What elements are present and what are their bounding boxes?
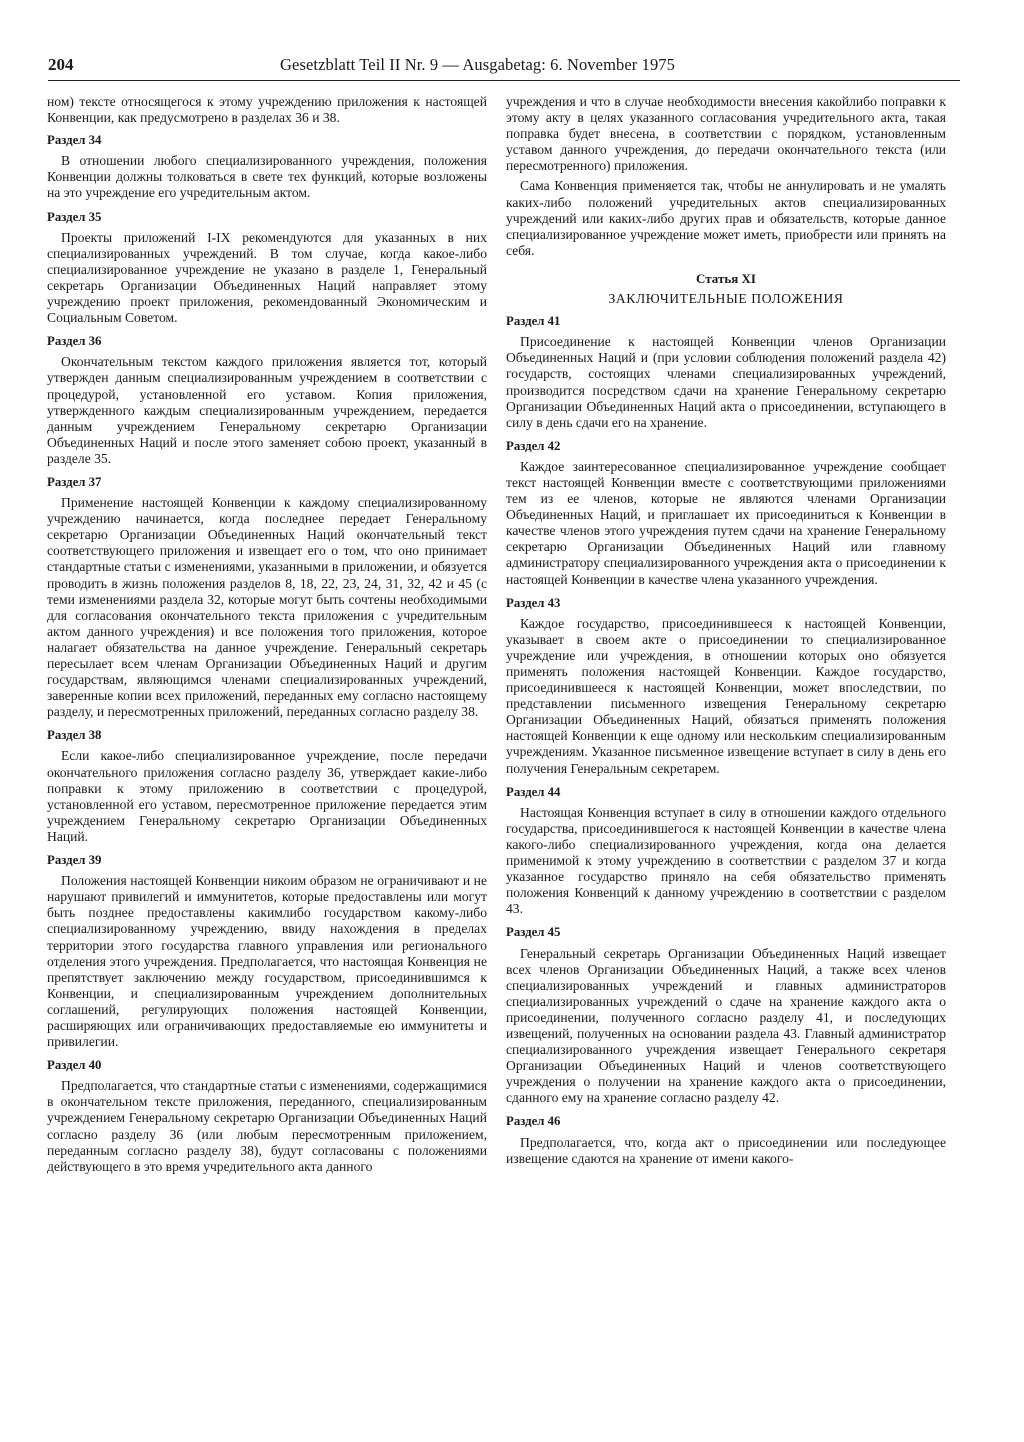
paragraph: В отношении любого специализированного учреждения, положения Конвенции должны толковаться в свете тех функций, которые возложены на это учреждение его учредительным актом. xyxy=(47,153,487,201)
section-heading: Раздел 41 xyxy=(506,314,561,329)
paragraph: Сама Конвенция применяется так, чтобы не аннулировать и не умалять каких-либо положений учредительных актов специализированных учреждений или каких-либо других прав и обязательств, которые данное специализированное учреждение может иметь, приобрести или принять на себя. xyxy=(506,178,946,258)
section-heading: Раздел 46 xyxy=(506,1114,561,1129)
paragraph: Генеральный секретарь Организации Объединенных Наций извещает всех членов Организации Объединенных Наций, а также всех членов специализированных учреждений и главных администраторов специализированных учреждений о сдаче на хранение каждого акта о присоединении, полученного согласно разделу 41, и последующих извещений, полученных на основании раздела 43. Главный администратор специализированного учреждения извещает Генерального секретаря Организации Объединенных Наций и членов соответствующего учреждения о получении на хранение каждого акта о присоединении, сданного ему на хранение согласно разделу 42. xyxy=(506,945,946,1106)
section-heading: Раздел 38 xyxy=(47,728,102,743)
paragraph: Настоящая Конвенция вступает в силу в отношении каждого отдельного государства, присоединившегося к настоящей Конвенции в качестве члена какого-либо специализированного учреждения, когда она делается применимой к этому учреждению в соответствии с разделом 37 и когда указанное государство приняло на себя обязательство применять положения Конвенций к данному учреждению в соответствии с разделом 43. xyxy=(506,804,946,917)
page-header xyxy=(48,52,960,81)
section-heading: Раздел 34 xyxy=(47,133,102,148)
article-label: Статья XI xyxy=(696,270,756,286)
section-heading: Раздел 43 xyxy=(506,595,561,610)
running-head: Gesetzblatt Teil II Nr. 9 — Ausgabetag: 6. November 1975 xyxy=(280,55,676,74)
section-heading: Раздел 40 xyxy=(47,1058,102,1073)
section-heading: Раздел 42 xyxy=(506,438,561,453)
section-heading: Раздел 45 xyxy=(506,925,561,940)
section-heading: Раздел 44 xyxy=(506,784,561,799)
section-heading: Раздел 37 xyxy=(47,474,102,489)
paragraph: Присоединение к настоящей Конвенции членов Организации Объединенных Наций и (при условии соблюдения положений раздела 42) государств, состоящих членами специализированных учреждений, производится посредством сдачи на хранение Генеральному секретарю Организации Объединенных Наций акта о присоединении, вступающего в силу в день сдачи его на хранение. xyxy=(506,334,946,430)
paragraph: Каждое заинтересованное специализированное учреждение сообщает текст настоящей Конвенции вместе с соответствующими приложениями тем из ее членов, которые не являются членами Организации Объединенных Наций, и приглашает их присоединиться к Конвенции в качестве членов этого учреждения путем сдачи на хранение Генеральному секретарю Организации Объединенных Наций или главному администратору специализированного учреждения акта о присоединении к настоящей Конвенции в качестве члена указанного учреждения. xyxy=(506,458,946,587)
paragraph: Предполагается, что, когда акт о присоединении или последующее извещение сдаются на хранение от имени какого- xyxy=(506,1134,946,1166)
left-column xyxy=(47,94,487,1179)
paragraph: Если какое-либо специализированное учреждение, после передачи окончательного приложения согласно разделу 36, утверждает какие-либо поправки к этому приложению в соответствии с процедурой, установленной его уставом, пересмотренное приложение передается этим учреждением Генеральному секретарю Организации Объединенных Наций. xyxy=(47,748,487,844)
paragraph: Окончательным текстом каждого приложения является тот, который утвержден данным специализированным учреждением в соответствии с процедурой, установленной его уставом. Копия приложения, утвержденного каждым специализированным учреждением, передается данным учреждением Генеральному секретарю Организации Объединенных Наций и после этого заменяет собою проект, указанный в разделе 35. xyxy=(47,354,487,466)
paragraph: Предполагается, что стандартные статьи с изменениями, содержащимися в окончательном тексте приложения, переданного, специализированным учреждением Генеральному секретарю Организации Объединенных Наций согласно разделу 36 (или любым пересмотренным приложением, переданным согласно разделу 38), будут согласованы с положениями действующего в это время учредительного акта данного xyxy=(47,1078,487,1174)
paragraph: Положения настоящей Конвенции никоим образом не ограничивают и не нарушают привилегий и иммунитетов, которые предоставлены или могут быть позднее предоставлены какимлибо государством какому-либо специализированному учреждению, ввиду нахождения в пределах территории этого государства главного управления или регионального отделения этого учреждения. Предполагается, что настоящая Конвенция не препятствует заключению между государством, присоединившимся к Конвенции, и специализированным учреждением дополнительных соглашений, регулирующих положения настоящей Конвенции, расширяющих или ограничивающих предоставляемые ею иммунитеты и привилегии. xyxy=(47,873,487,1050)
article-title: ЗАКЛЮЧИТЕЛЬНЫЕ ПОЛОЖЕНИЯ xyxy=(608,291,844,307)
section-heading: Раздел 39 xyxy=(47,853,102,868)
paragraph: Применение настоящей Конвенции к каждому специализированному учреждению начинается, когда последнее передает Генеральному секретарю Организации Объединенных Наций окончательный текст соответствующего приложения и извещает его о том, что оно принимает стандартные статьи с изменениями, указанными в приложении, и обязуется проводить в жизнь положения разделов 8, 18, 22, 23, 24, 31, 32, 42 и 45 (с теми изменениями раздела 32, которые могут быть сочтены необходимыми для согласования окончательного текста приложения с учредительным актом данного учреждения) и все положения того приложения, которое налагает обязательства на данное учреждение. Генеральный секретарь пересылает всем членам Организации Объединенных Наций и другим государствам, являющимся членами специализированных учреждений, заверенные копии всех приложений, переданных ему согласно настоящему разделу, и пересмотренных приложений, переданных согласно разделу 38. xyxy=(47,495,487,720)
paragraph: учреждения и что в случае необходимости внесения какойлибо поправки к этому акту в целях указанного согласования учредительного акта, такая поправка будет внесена, в соответствии с порядком, установленным уставом данного учреждения, до передачи окончательного текста (или пересмотренного) приложения. xyxy=(506,94,946,174)
page-number: 204 xyxy=(48,55,74,74)
paragraph: ном) тексте относящегося к этому учреждению приложения к настоящей Конвенции, как предусмотрено в разделах 36 и 38. xyxy=(47,94,487,126)
section-heading: Раздел 36 xyxy=(47,334,102,349)
right-column xyxy=(506,94,946,1171)
section-heading: Раздел 35 xyxy=(47,209,102,224)
paragraph: Каждое государство, присоединившееся к настоящей Конвенции, указывает в своем акте о присоединении то специализированное учреждение или учреждения, в отношении которых оно обязуется применять положения настоящей Конвенции. Каждое государство, присоединившееся к настоящей Конвенции, может впоследствии, по представлении письменного извещения Генеральному секретарю Организации Объединенных Наций, обязаться применять положения настоящей Конвенции к еще одному или нескольким специализированным учреждениям. Указанное письменное извещение вступает в силу в день его получения Генеральным секретарем. xyxy=(506,615,946,776)
paragraph: Проекты приложений I-IX рекомендуются для указанных в них специализированных учреждений. В том случае, когда какое-либо специализированное учреждение не указано в разделе 1, Генеральный секретарь Организации Объединенных Наций направляет этому учреждению проект приложения, рекомендованный Экономическим и Социальным Советом. xyxy=(47,229,487,326)
